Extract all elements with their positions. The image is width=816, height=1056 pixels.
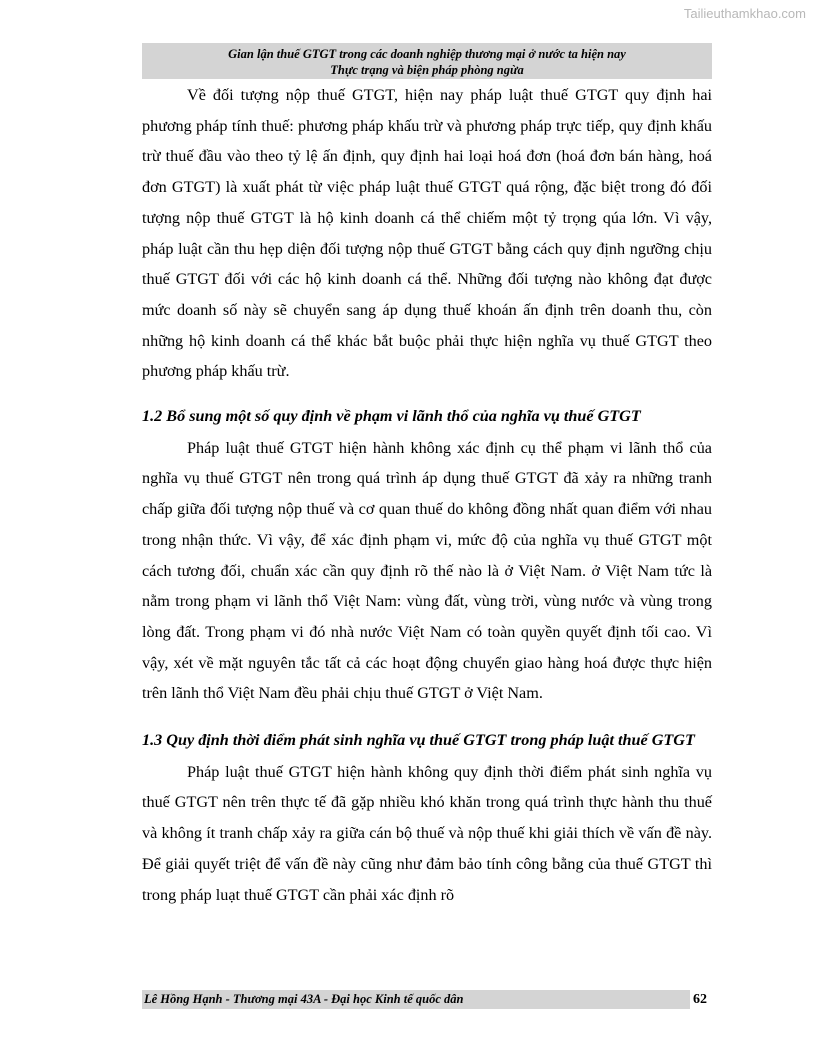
paragraph: Pháp luật thuế GTGT hiện hành không quy định thời điểm phát sinh nghĩa vụ thuế GTGT nên trên thực tế đã gặp nhiều khó khăn trong quá trình thực hành thu thuế và không ít tranh chấp xảy ra giữa cán bộ thuế và nộp thuế khi giải thích về vấn đề này. Để giải quyết triệt để vấn đề này cũng như đảm bảo tính công bằng của thuế GTGT thì trong pháp luạt thuế GTGT cần phải xác định rõ [142,762,712,904]
page-header [142,43,712,79]
header-title-line1: Gian lận thuế GTGT trong các doanh nghiệp thương mại ở nước ta hiện nay [228,47,626,61]
section-heading: 1.2 Bổ sung một số quy định về phạm vi lãnh thổ của nghĩa vụ thuế GTGT [142,407,641,426]
document-body [142,80,712,910]
page-footer: Lê Hồng Hạnh - Thương mại 43A - Đại học Kinh tế quốc dân [142,990,690,1009]
section-heading: 1.3 Quy định thời điểm phát sinh nghĩa vụ thuế GTGT trong pháp luật thuế GTGT [142,731,695,750]
paragraph: Về đối tượng nộp thuế GTGT, hiện nay pháp luật thuế GTGT quy định hai phương pháp tính thuế: phương pháp khấu trừ và phương pháp trực tiếp, quy định khấu trừ thuế đầu vào theo tỷ lệ ấn định, quy định hai loại hoá đơn (hoá đơn bán hàng, hoá đơn GTGT) là xuất phát từ việc pháp luật thuế GTGT quá rộng, đặc biệt trong đó đối tượng nộp thuế GTGT là hộ kinh doanh cá thể chiếm một tỷ trọng qúa lớn. Vì vậy, pháp luật cần thu hẹp diện đối tượng nộp thuế GTGT bằng cách quy định ngưỡng chịu thuế GTGT đối với các hộ kinh doanh cá thể. Những đối tượng nào không đạt được mức doanh số này sẽ chuyển sang áp dụng thuế khoán ấn định trên doanh thu, còn những hộ kinh doanh cá thể khác bắt buộc phải thực hiện nghĩa vụ thuế GTGT theo phương pháp khấu trừ. [142,86,712,381]
header-title-line2: Thực trạng và biện pháp phòng ngừa [330,63,524,77]
watermark: Tailieuthamkhao.com [683,6,806,21]
page-number: 62 [693,992,707,1007]
paragraph: Pháp luật thuế GTGT hiện hành không xác định cụ thể phạm vi lãnh thổ của nghĩa vụ thuế GTGT nên trong quá trình áp dụng thuế GTGT đã xảy ra những tranh chấp giữa đối tượng nộp thuế và cơ quan thuế do không đồng nhất quan điểm với nhau trong nhận thức. Vì vậy, để xác định phạm vi, mức độ của nghĩa vụ thuế GTGT một cách tương đối, chuẩn xác cần quy định rõ thế nào là ở Việt Nam. ở Việt Nam tức là nằm trong phạm vi lãnh thổ Việt Nam: vùng đất, vùng trời, vùng nước và vùng trong lòng đất. Trong phạm vi đó nhà nước Việt Nam có toàn quyền quyết định tối cao. Vì vậy, xét về mặt nguyên tắc tất cả các hoạt động chuyển giao hàng hoá được thực hiện trên lãnh thổ Việt Nam đều phải chịu thuế GTGT ở Việt Nam. [142,438,712,703]
